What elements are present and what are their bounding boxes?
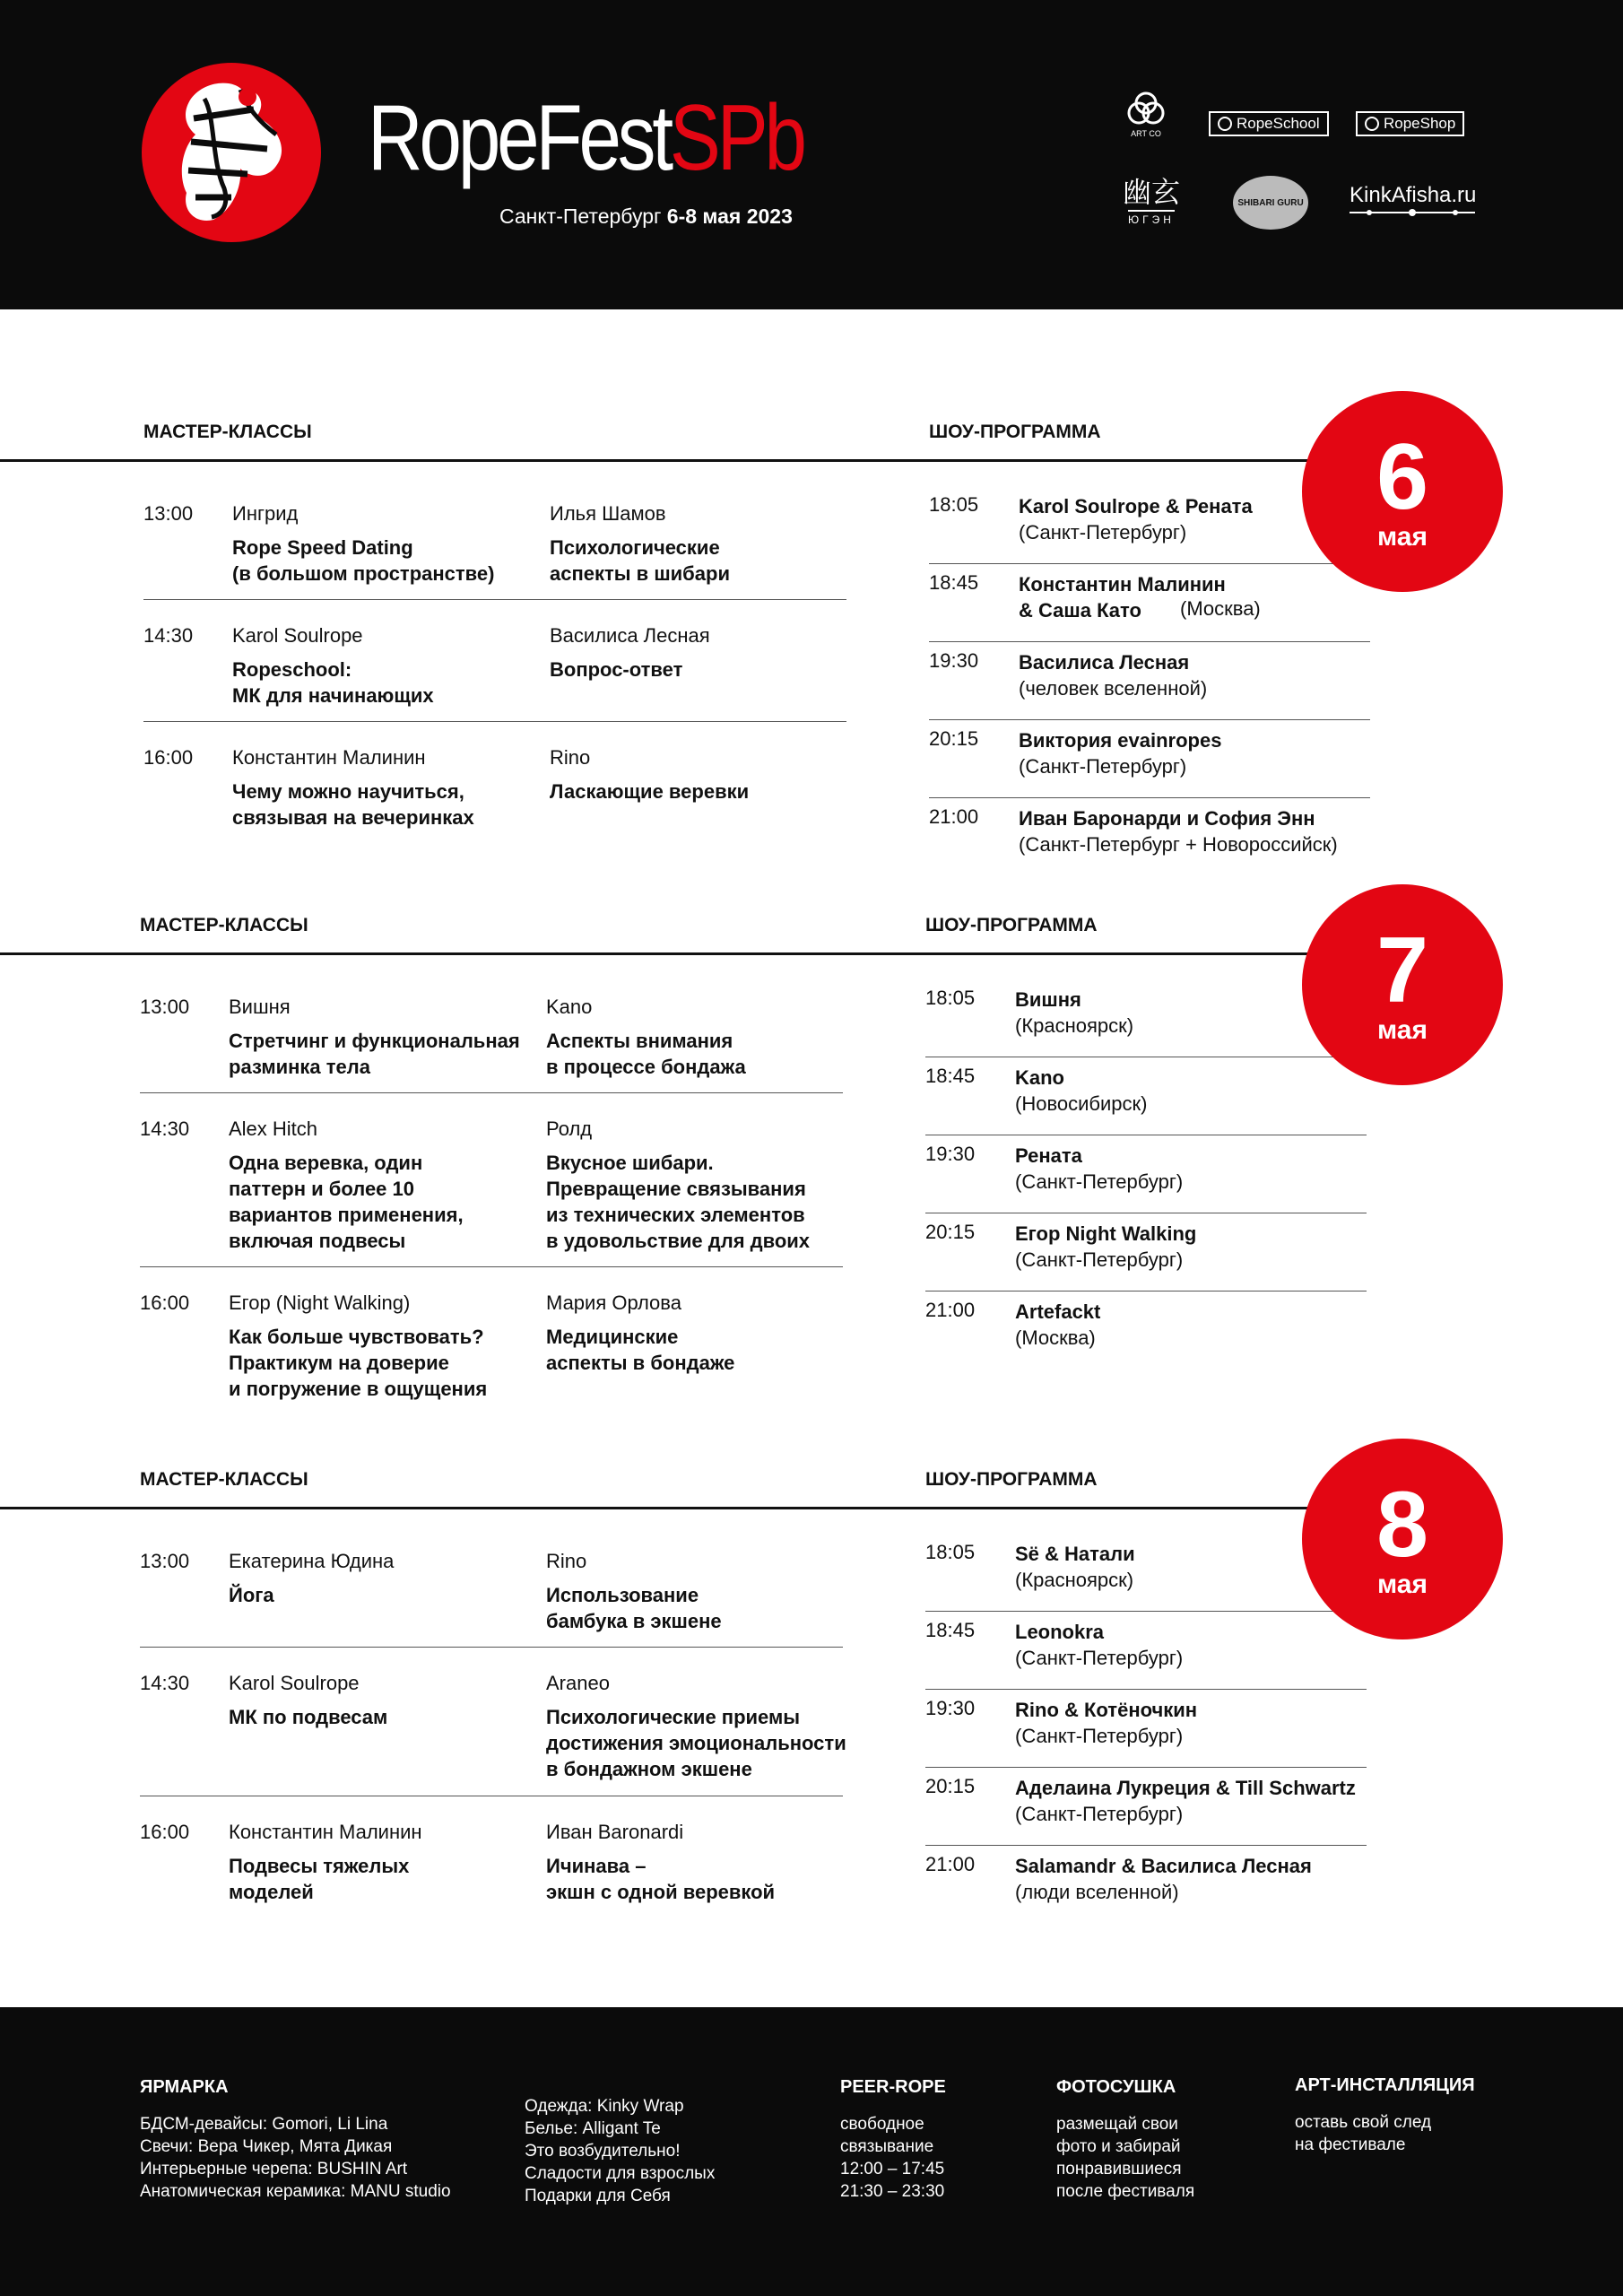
master-time: 14:30: [140, 1118, 190, 1140]
show-performer: Константин Малинин & Саша Като: [1019, 573, 1226, 622]
master-time: 16:00: [140, 1292, 190, 1314]
show-row-divider: [925, 1291, 1367, 1292]
artco-label: ART CO: [1131, 129, 1161, 138]
master-instructor: Karol Soulrope: [229, 1672, 360, 1694]
show-row-divider: [929, 797, 1370, 798]
master-time: 16:00: [140, 1821, 190, 1843]
show-time: 20:15: [925, 1221, 976, 1243]
show-time: 18:05: [925, 1541, 976, 1563]
show-performer: Аделаина Лукреция & Till Schwartz: [1015, 1777, 1356, 1799]
day-badge: [1302, 1439, 1503, 1639]
master-topic: Ласкающие веревки: [550, 780, 750, 803]
show-time: 20:15: [929, 727, 979, 750]
day-number: 6: [1376, 425, 1428, 529]
show-time: 20:15: [925, 1775, 976, 1797]
fair-list-1: БДСМ-девайсы: Gomori, Li Lina Свечи: Вера Чикер, Мята Дикая Интерьерные черепа: BUSHIN Art Анатомическая керамика: MANU studio: [140, 2115, 451, 2201]
master-topic: Вкусное шибари. Превращение связывания из технических элементов в удовольствие для двоих: [546, 1152, 811, 1252]
show-city: (Санкт-Петербург): [1015, 1248, 1184, 1271]
brand-title: [368, 86, 803, 190]
show-performer: Artefackt: [1015, 1300, 1101, 1323]
photo-title: ФОТОСУШКА: [1056, 2077, 1176, 2097]
shibariguru-label: SHIBARI GURU: [1237, 197, 1304, 208]
master-time: 13:00: [143, 502, 194, 525]
day-month: мая: [1377, 522, 1428, 552]
show-time: 19:30: [925, 1697, 976, 1719]
show-city: (Санкт-Петербург): [1015, 1725, 1184, 1747]
brand-city: Санкт-Петербург: [499, 204, 662, 228]
show-row-divider: [925, 1689, 1367, 1690]
show-row-divider: [925, 1611, 1367, 1612]
master-instructor: Константин Малинин: [229, 1821, 422, 1843]
show-performer: Вишня: [1015, 988, 1081, 1011]
master-topic: Использование бамбука в экшене: [546, 1584, 722, 1632]
ropeschool-knot-icon: [1218, 117, 1232, 131]
show-time: 19:30: [925, 1143, 976, 1165]
fair-title: ЯРМАРКА: [140, 2077, 229, 2097]
show-city: (Санкт-Петербург): [1019, 521, 1187, 544]
peer-rope-text: свободное связывание 12:00 – 17:45 21:30 – 23:30: [840, 2115, 945, 2201]
show-city: (Санкт-Петербург): [1015, 1170, 1184, 1193]
peer-rope-title: PEER-ROPE: [840, 2077, 946, 2097]
show-city: (Красноярск): [1015, 1014, 1134, 1037]
kinkafisha-chain-icon: [1350, 208, 1475, 217]
show-time: 18:45: [925, 1619, 976, 1641]
master-topic: Подвесы тяжелых моделей: [229, 1855, 410, 1903]
day-badge: [1302, 391, 1503, 592]
master-classes-title: МАСТЕР-КЛАССЫ: [140, 915, 308, 935]
master-instructor: Rino: [550, 746, 591, 769]
master-topic: Rope Speed Dating (в большом пространстве): [232, 536, 495, 585]
master-instructor: Илья Шамов: [550, 502, 666, 525]
show-performer: Rino & Котёночкин: [1015, 1699, 1198, 1721]
master-time: 14:30: [143, 624, 194, 647]
row-divider: [143, 721, 846, 722]
master-instructor: Kano: [546, 996, 593, 1018]
yugen-glyph-icon: 幽玄: [1123, 176, 1181, 208]
show-time: 19:30: [929, 649, 979, 672]
show-row-divider: [929, 641, 1370, 642]
master-instructor: Егор (Night Walking): [229, 1292, 411, 1314]
master-time: 14:30: [140, 1672, 190, 1694]
master-instructor: Ролд: [546, 1118, 593, 1140]
show-city: (человек вселенной): [1019, 677, 1208, 700]
brand-main: RopeFest: [368, 86, 670, 190]
show-city: (Москва): [1180, 597, 1261, 620]
show-time: 18:05: [925, 987, 976, 1009]
master-topic: Ичинава – экшн с одной веревкой: [546, 1855, 776, 1903]
show-city: (Москва): [1015, 1326, 1096, 1349]
footer: [0, 2007, 1623, 2296]
sponsor-shibariguru: [1233, 176, 1308, 230]
master-topic: Чему можно научиться, связывая на вечеринках: [232, 780, 474, 829]
master-topic: Йога: [229, 1584, 274, 1606]
master-topic: Психологические аспекты в шибари: [550, 536, 730, 585]
show-performer: Виктория evainropes: [1019, 729, 1222, 752]
master-topic: Вопрос-ответ: [550, 658, 683, 681]
rope-figure-icon: [142, 63, 321, 242]
show-performer: Василиса Лесная: [1019, 651, 1190, 674]
master-instructor: Araneo: [546, 1672, 610, 1694]
show-row-divider: [929, 563, 1370, 564]
show-divider: [897, 1507, 1345, 1509]
show-time: 21:00: [925, 1299, 976, 1321]
show-program-title: ШОУ-ПРОГРАММА: [925, 1469, 1098, 1490]
row-divider: [140, 1092, 843, 1093]
master-topic: Как больше чувствовать? Практикум на доверие и погружение в ощущения: [229, 1326, 488, 1400]
show-performer: Leonokra: [1015, 1621, 1105, 1643]
master-instructor: Вишня: [229, 996, 291, 1018]
row-divider: [143, 599, 846, 600]
master-time: 13:00: [140, 996, 190, 1018]
master-topic: Одна веревка, один паттерн и более 10 вариантов применения, включая подвесы: [229, 1152, 464, 1252]
master-instructor: Мария Орлова: [546, 1292, 681, 1314]
master-divider: [0, 459, 897, 462]
show-time: 18:45: [929, 571, 979, 594]
master-instructor: Alex Hitch: [229, 1118, 318, 1140]
show-time: 21:00: [929, 805, 979, 828]
sponsor-yugen: [1123, 178, 1180, 226]
master-classes-title: МАСТЕР-КЛАССЫ: [140, 1469, 308, 1490]
master-instructor: Ингрид: [232, 502, 299, 525]
master-divider: [0, 952, 897, 955]
show-city: (Санкт-Петербург): [1015, 1803, 1184, 1825]
master-instructor: Иван Baronardi: [546, 1821, 684, 1843]
sponsor-ropeshop: [1356, 111, 1464, 136]
show-city: (Санкт-Петербург): [1015, 1647, 1184, 1669]
yugen-label: ЮГЭН: [1128, 210, 1175, 226]
day-month: мая: [1377, 1570, 1428, 1599]
master-topic: МК по подвесам: [229, 1706, 388, 1728]
ropeshop-label: RopeShop: [1384, 115, 1456, 132]
day-number: 8: [1376, 1473, 1428, 1577]
show-performer: Karol Soulrope & Рената: [1019, 495, 1253, 517]
master-topic: Стретчинг и функциональная разминка тела: [229, 1030, 520, 1078]
show-row-divider: [925, 1767, 1367, 1768]
show-city: (люди вселенной): [1015, 1881, 1179, 1903]
master-instructor: Екатерина Юдина: [229, 1550, 395, 1572]
master-instructor: Rino: [546, 1550, 587, 1572]
ropeschool-label: RopeSchool: [1237, 115, 1320, 132]
show-performer: Salamandr & Василиса Лесная: [1015, 1855, 1312, 1877]
show-city: (Санкт-Петербург + Новороссийск): [1019, 833, 1338, 856]
show-divider: [897, 459, 1345, 462]
show-time: 18:05: [929, 493, 979, 516]
day-badge: [1302, 884, 1503, 1085]
master-topic: Психологические приемы достижения эмоциональности в бондажном экшене: [546, 1706, 846, 1780]
artco-knot-icon: [1121, 90, 1171, 129]
day-month: мая: [1377, 1015, 1428, 1045]
row-divider: [140, 1647, 843, 1648]
master-instructor: Karol Soulrope: [232, 624, 363, 647]
show-divider: [897, 952, 1345, 955]
show-performer: Sё & Натали: [1015, 1543, 1135, 1565]
master-time: 13:00: [140, 1550, 190, 1572]
day-number: 7: [1376, 918, 1428, 1022]
show-row-divider: [925, 1845, 1367, 1846]
show-row-divider: [929, 719, 1370, 720]
show-performer: Рената: [1015, 1144, 1082, 1167]
art-title: АРТ-ИНСТАЛЛЯЦИЯ: [1295, 2075, 1475, 2095]
show-city: (Красноярск): [1015, 1569, 1134, 1591]
photo-text: размещай свои фото и забирай понравившиеся после фестиваля: [1056, 2115, 1195, 2201]
master-time: 16:00: [143, 746, 194, 769]
show-city: (Санкт-Петербург): [1019, 755, 1187, 778]
show-time: 21:00: [925, 1853, 976, 1875]
show-city: (Новосибирск): [1015, 1092, 1148, 1115]
brand-accent: SPb: [669, 86, 803, 190]
sponsor-artco: [1121, 90, 1171, 138]
show-program-title: ШОУ-ПРОГРАММА: [929, 422, 1101, 442]
fair-list-2: Одежда: Kinky Wrap Белье: Alligant Te Это возбудительно! Сладости для взрослых Подарки для Себя: [525, 2097, 716, 2205]
master-divider: [0, 1507, 897, 1509]
art-text: оставь свой след на фестивале: [1295, 2113, 1432, 2154]
show-time: 18:45: [925, 1065, 976, 1087]
sponsor-ropeschool: [1209, 111, 1329, 136]
show-program-title: ШОУ-ПРОГРАММА: [925, 915, 1098, 935]
ropeshop-knot-icon: [1365, 117, 1379, 131]
master-instructor: Василиса Лесная: [550, 624, 710, 647]
show-performer: Иван Баронарди и София Энн: [1019, 807, 1315, 830]
sponsor-kinkafisha: [1350, 183, 1476, 217]
kinkafisha-label: KinkAfisha.ru: [1350, 183, 1477, 207]
festival-logo: [142, 63, 321, 242]
master-classes-title: МАСТЕР-КЛАССЫ: [143, 422, 312, 442]
show-performer: Егор Night Walking: [1015, 1222, 1197, 1245]
show-performer: Kano: [1015, 1066, 1064, 1089]
brand-dates: 6-8 мая 2023: [666, 204, 793, 228]
master-topic: Медицинские аспекты в бондаже: [546, 1326, 735, 1374]
master-topic: Ropeschool: МК для начинающих: [232, 658, 434, 707]
brand-subtitle: [499, 204, 793, 229]
row-divider: [140, 1266, 843, 1267]
master-instructor: Константин Малинин: [232, 746, 426, 769]
header: [0, 0, 1623, 309]
master-topic: Аспекты внимания в процессе бондажа: [546, 1030, 746, 1078]
